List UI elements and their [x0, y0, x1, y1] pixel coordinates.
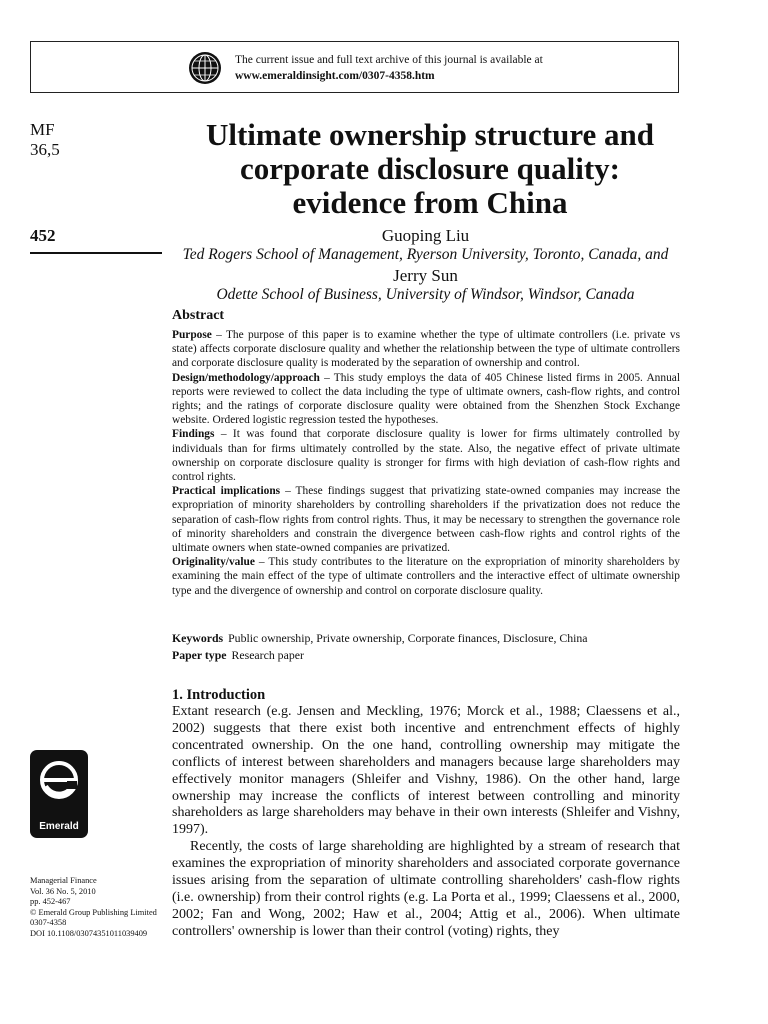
- journal-name: Managerial Finance: [30, 876, 97, 885]
- author-affiliation: Odette School of Business, University of Windsor, Windsor, Canada: [216, 286, 635, 303]
- section-text: – It was found that corporate disclosure quality is lower for firms ultimately controlled by individuals than for firms ultimately controlled by the state. Also, the negative effect of private ultimate ownership on corporate disclosure quality is stronger for firms with high deviation of cash-flow rights and control rights.: [172, 428, 680, 484]
- title-line: evidence from China: [292, 185, 568, 220]
- keywords-label: Keywords: [172, 631, 224, 645]
- volume-info: Vol. 36 No. 5, 2010: [30, 886, 96, 896]
- journal-header-box: [30, 41, 679, 93]
- paragraph: Recently, the costs of large shareholding are highlighted by a stream of research that examines the expropriation of minority shareholders and associated corporate governance issues arising from the separation of ultimate controlling shareholders' cash-flow rights (i.e. ownership) from their control rights (e.g. La Porta et al., 1999; Claessens et al., 2000, 2002; Fan and Wong, 2002; Haw et al., 2004; Attig et al., 2006). When ultimate controllers' ownership is lower than their control (voting) rights, they: [172, 839, 680, 939]
- volume-issue: 36,5: [30, 140, 60, 159]
- emerald-logo: [30, 750, 88, 838]
- author-name: Guoping Liu: [381, 226, 470, 245]
- article-title: [165, 118, 695, 220]
- section-label: Purpose: [172, 329, 212, 341]
- abstract-body: [172, 328, 680, 598]
- abstract-heading: Abstract: [172, 308, 225, 323]
- title-line: Ultimate ownership structure and: [205, 117, 655, 152]
- paper-type-label: Paper type: [172, 648, 227, 662]
- abstract-section: [172, 555, 680, 598]
- author-affiliation: Ted Rogers School of Management, Ryerson University, Toronto, Canada, and: [182, 246, 669, 263]
- section-heading: 1. Introduction: [172, 687, 266, 703]
- header-text: [235, 52, 543, 84]
- author-name: Jerry Sun: [393, 266, 458, 285]
- section-label: Findings: [172, 428, 215, 441]
- keywords-text: Public ownership, Private ownership, Corporate finances, Disclosure, China: [228, 631, 588, 645]
- section-label: Practical implications: [172, 485, 281, 498]
- section-label: Design/methodology/approach: [172, 371, 320, 384]
- paper-type-line: [172, 648, 680, 663]
- section-text: – This study contributes to the literature on the expropriation of minority shareholders by examining the main effect of the type of ultimate controllers and the interactive effect of ultimate ownership type and the divergence of ownership and control on corporate disclosure quality.: [172, 556, 680, 597]
- abstract-section: [172, 484, 680, 555]
- section-text: – These findings suggest that privatizing state-owned companies may increase the expropriation of minority shareholders by controlling shareholders if the privatization does not reduce the separation of cash-flow rights from control rights. Thus, it may be necessary to strengthen the governance role of minority shareholders and constrain the divergence between cash-flow rights and control rights of the ultimate owners when state-owned companies are privatized.: [172, 485, 680, 555]
- journal-abbrev: MF: [30, 120, 55, 139]
- paper-type-text: Research paper: [231, 648, 304, 662]
- doi: DOI 10.1108/03074351011039409: [30, 928, 148, 938]
- section-label: Originality/value: [172, 556, 255, 569]
- section-text: – The purpose of this paper is to examine whether the type of ultimate controllers (i.e. private vs state) affects corporate disclosure quality and whether the relationship between the type of ultimate controllers and corporate disclosure quality is moderated by the separation of ownership and control.: [172, 329, 680, 370]
- availability-line: The current issue and full text archive of this journal is available at: [235, 54, 543, 66]
- introduction-body: [172, 704, 680, 941]
- page-range: pp. 452-467: [30, 897, 71, 906]
- logo-wordmark: Emerald: [39, 821, 79, 832]
- abstract-section: [172, 427, 680, 484]
- margin-divider: [30, 252, 162, 254]
- keywords-line: [172, 631, 680, 646]
- section-text: – This study employs the data of 405 Chinese listed firms in 2005. Annual reports were reviewed to collect the data including the type of ultimate owners, cash-flow rights, and control rights; and the ratings of corporate disclosure quality were obtained from the Shenzhen Stock Exchange website. Ordered logistic regression tested the hypotheses.: [172, 371, 680, 427]
- copyright: © Emerald Group Publishing Limited: [30, 907, 157, 917]
- publication-info: [30, 876, 157, 939]
- journal-url-link[interactable]: www.emeraldinsight.com/0307-4358.htm: [235, 70, 435, 82]
- issn: 0307-4358: [30, 918, 67, 927]
- paragraph: Extant research (e.g. Jensen and Meckling, 1976; Morck et al., 1988; Claessens et al., 2002) suggests that there exist both incentive and entrenchment effects of highly concentrated ownership. On the one hand, controlling ownership may mitigate the conflicts of interest between shareholders and managers because large shareholders may effectively monitor managers (Shleifer and Vishny, 1986). On the other hand, large ownership may increase the conflicts of interest between controlling and minority shareholders as large shareholders may behave in their own interests (Shleifer and Vishny, 1997).: [172, 704, 680, 838]
- journal-volume-marker: [30, 120, 60, 160]
- abstract-section: [172, 371, 680, 428]
- abstract-section: [172, 328, 680, 371]
- emerald-e-icon: [30, 750, 88, 812]
- globe-icon: [188, 51, 222, 85]
- title-line: corporate disclosure quality:: [239, 151, 620, 186]
- page-number: 452: [30, 226, 56, 245]
